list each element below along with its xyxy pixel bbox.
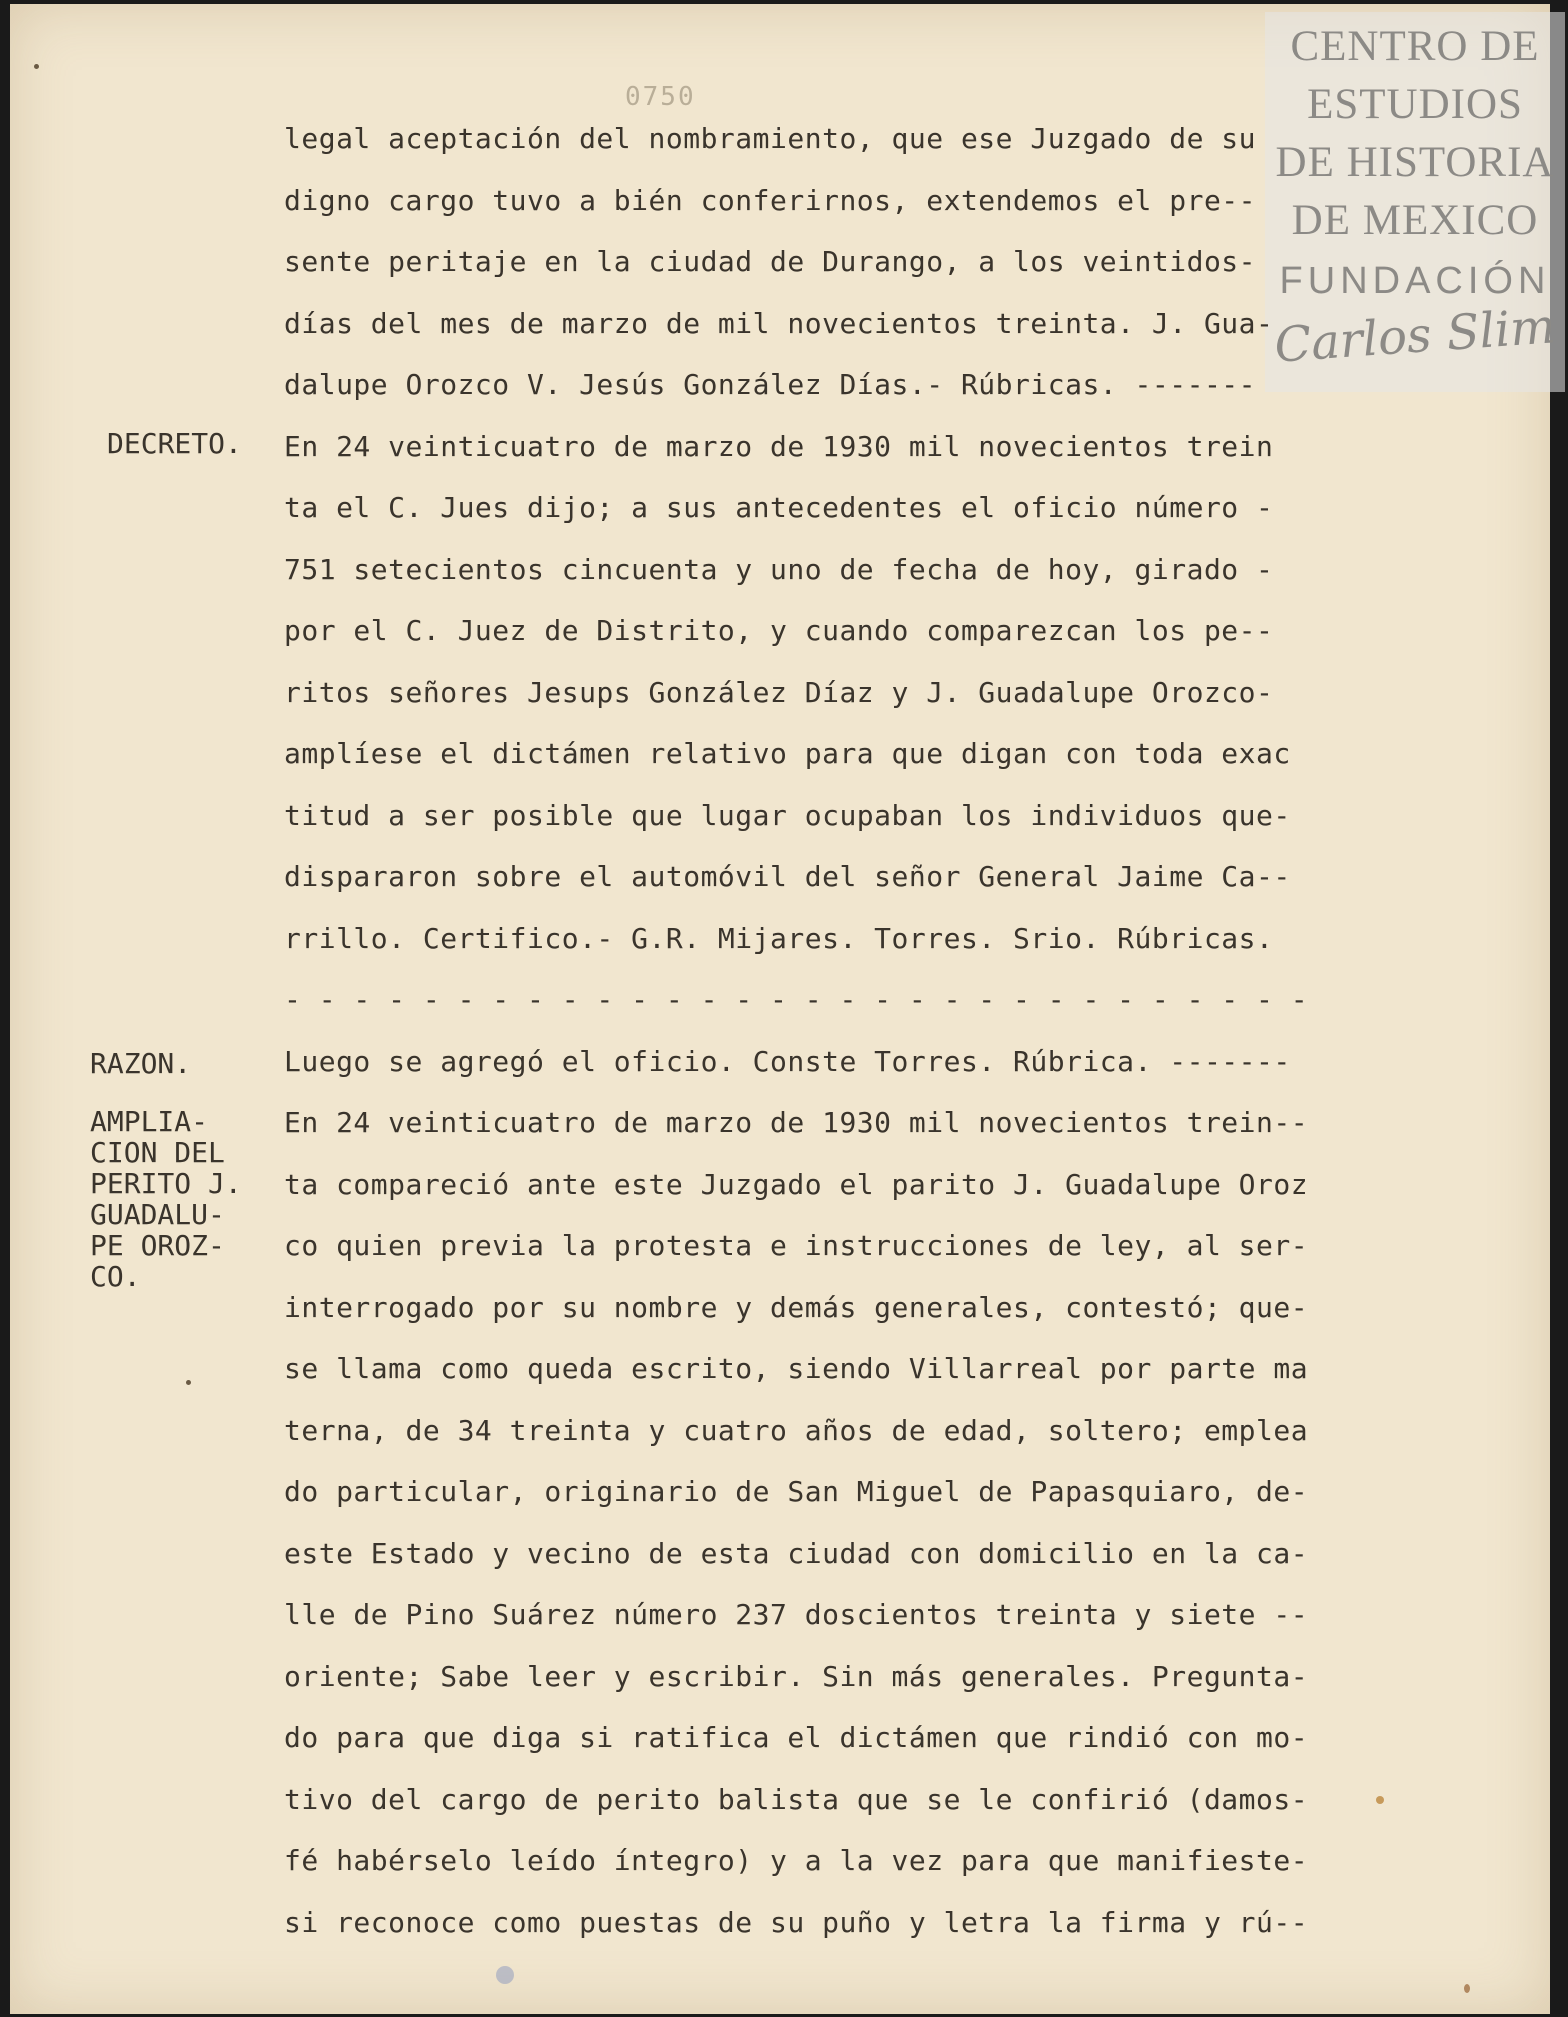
- watermark-line-2: ESTUDIOS: [1307, 81, 1523, 128]
- margin-note-ampliacion: AMPLIA- CION DEL PERITO J. GUADALU- PE OROZ- CO.: [90, 1105, 242, 1293]
- watermark-foundation: FUNDACIÓN: [1279, 260, 1551, 302]
- body-line: fé habérselo leído íntegro) y a la vez para que manifieste-: [284, 1844, 1309, 1877]
- body-line: por el C. Juez de Distrito, y cuando comparezcan los pe--: [284, 614, 1274, 647]
- body-line: - - - - - - - - - - - - - - - - - - - - - - - - - - - - - -: [284, 983, 1309, 1016]
- watermark-line-1: CENTRO DE: [1290, 23, 1540, 70]
- body-line: titud a ser posible que lugar ocupaban los individuos que-: [284, 798, 1291, 832]
- body-line: ritos señores Jesups González Díaz y J. Guadalupe Orozco-: [284, 675, 1274, 709]
- watermark-signature: Carlos Slim: [1272, 298, 1558, 374]
- body-line: 751 setecientos cincuenta y uno de fecha de hoy, girado -: [284, 552, 1274, 586]
- body-line: do para que diga si ratifica el dictámen que rindió con mo-: [284, 1721, 1309, 1754]
- watermark-line-3: DE HISTORIA: [1275, 139, 1555, 186]
- body-line: tivo del cargo de perito balista que se le confirió (damos-: [284, 1782, 1309, 1816]
- paper-speck: [1464, 1984, 1470, 1993]
- body-line: digno cargo tuvo a bién conferirnos, extendemos el pre--: [284, 183, 1257, 217]
- body-line: do particular, originario de San Miguel de Papasquiaro, de-: [284, 1475, 1309, 1508]
- ink-blot: [496, 1966, 514, 1984]
- paper-speck: [186, 1380, 191, 1385]
- body-line: ta compareció ante este Juzgado el parito J. Guadalupe Oroz: [284, 1167, 1309, 1201]
- body-line: se llama como queda escrito, siendo Villarreal por parte ma: [284, 1352, 1309, 1385]
- page-stamp-number: 0750: [625, 82, 696, 112]
- paper-speck: [34, 64, 39, 69]
- body-line: rrillo. Certifico.- G.R. Mijares. Torres. Srio. Rúbricas.: [284, 921, 1274, 955]
- body-line: ta el C. Jues dijo; a sus antecedentes el oficio número -: [284, 491, 1274, 524]
- body-line: días del mes de marzo de mil novecientos treinta. J. Gua-: [284, 306, 1274, 340]
- body-line: terna, de 34 treinta y cuatro años de edad, soltero; emplea: [284, 1413, 1309, 1447]
- body-line: dalupe Orozco V. Jesús González Días.- Rúbricas. -------: [284, 368, 1257, 401]
- document-page: [10, 4, 1558, 2014]
- body-line: En 24 veinticuatro de marzo de 1930 mil novecientos trein: [284, 429, 1274, 463]
- body-line: amplíese el dictámen relativo para que digan con toda exac: [284, 737, 1291, 770]
- paper-speck: [1376, 1796, 1384, 1804]
- body-line: co quien previa la protesta e instrucciones de ley, al ser-: [284, 1229, 1309, 1262]
- archive-watermark: [1265, 12, 1565, 392]
- body-line: interrogado por su nombre y demás generales, contestó; que-: [284, 1290, 1309, 1324]
- body-line: dispararon sobre el automóvil del señor General Jaime Ca--: [284, 860, 1291, 893]
- margin-note-decreto: DECRETO.: [107, 427, 242, 460]
- body-line: Luego se agregó el oficio. Conste Torres. Rúbrica. -------: [284, 1044, 1291, 1078]
- body-line: este Estado y vecino de esta ciudad con domicilio en la ca-: [284, 1536, 1309, 1570]
- body-line: sente peritaje en la ciudad de Durango, a los veintidos-: [284, 245, 1257, 278]
- watermark-line-4: DE MEXICO: [1291, 197, 1539, 244]
- body-line: legal aceptación del nombramiento, que ese Juzgado de su: [284, 122, 1257, 155]
- body-line: En 24 veinticuatro de marzo de 1930 mil novecientos trein--: [284, 1106, 1309, 1139]
- margin-note-razon: RAZON.: [90, 1047, 192, 1080]
- body-line: lle de Pino Suárez número 237 doscientos treinta y siete --: [284, 1598, 1309, 1631]
- body-line: oriente; Sabe leer y escribir. Sin más generales. Pregunta-: [284, 1659, 1309, 1693]
- body-line: si reconoce como puestas de su puño y letra la firma y rú--: [284, 1905, 1309, 1939]
